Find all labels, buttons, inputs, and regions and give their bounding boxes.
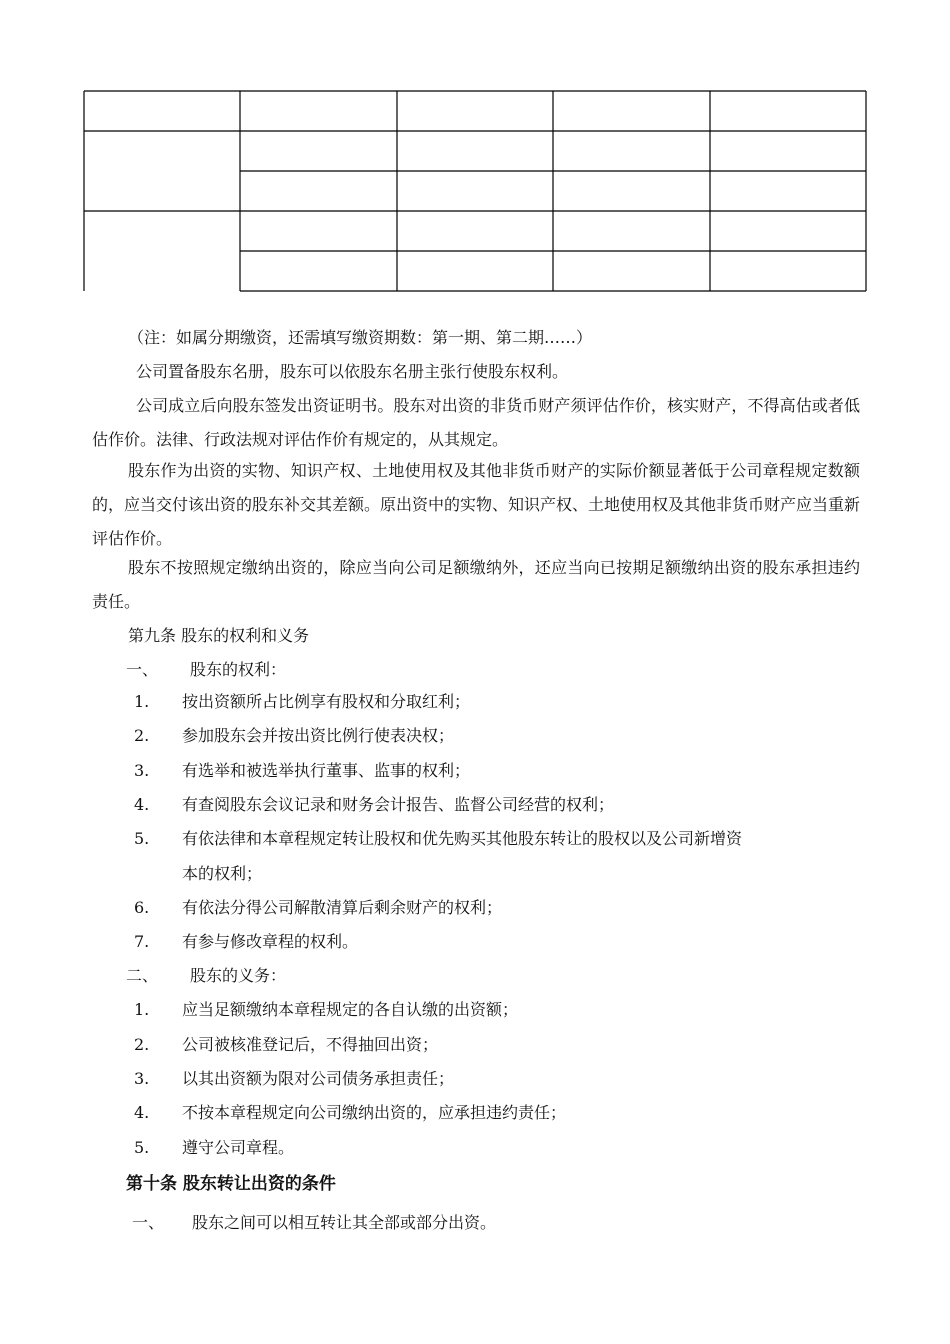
list-item: 遵守公司章程。: [182, 1138, 295, 1157]
article-10-item-text: 股东之间可以相互转让其全部或部分出资。: [192, 1213, 497, 1232]
list-item-number: 5.: [134, 1138, 150, 1157]
duties-marker: 二、: [126, 966, 159, 985]
list-item: 以其出资额为限对公司债务承担责任；: [182, 1069, 455, 1088]
list-item: 参加股东会并按出资比例行使表决权；: [182, 726, 455, 745]
rights-marker: 一、: [126, 660, 159, 679]
list-item: 有参与修改章程的权利。: [182, 932, 359, 951]
list-item: 有查阅股东会议记录和财务会计报告、监督公司经营的权利；: [182, 795, 615, 814]
table-grid: [0, 0, 950, 300]
list-item-number: 5.: [134, 829, 150, 848]
list-item-number: 3.: [134, 761, 150, 780]
list-item: 有依法分得公司解散清算后剩余财产的权利；: [182, 898, 503, 917]
article-10-title: 第十条 股东转让出资的条件: [126, 1174, 336, 1194]
paragraph-shareholder-register: 公司置备股东名册，股东可以依股东名册主张行使股东权利。: [136, 362, 569, 381]
list-item-number: 7.: [134, 932, 150, 951]
list-item-number: 4.: [134, 795, 150, 814]
list-item-number: 1.: [134, 692, 150, 711]
list-item-number: 6.: [134, 898, 150, 917]
duties-title: 股东的义务：: [190, 966, 287, 985]
list-item-continuation: 本的权利；: [182, 864, 263, 883]
capital-contribution-table: [0, 0, 950, 300]
list-item: 应当足额缴纳本章程规定的各自认缴的出资额；: [182, 1000, 519, 1019]
list-item: 不按本章程规定向公司缴纳出资的，应承担违约责任；: [182, 1103, 567, 1122]
list-item-number: 2.: [134, 726, 150, 745]
list-item: 有依法律和本章程规定转让股权和优先购买其他股东转让的股权以及公司新增资: [182, 829, 743, 848]
article-10-item-marker: 一、: [132, 1213, 165, 1232]
list-item-number: 3.: [134, 1069, 150, 1088]
article-9-title: 第九条 股东的权利和义务: [128, 626, 310, 645]
list-item-number: 2.: [134, 1035, 150, 1054]
rights-title: 股东的权利：: [190, 660, 287, 679]
paragraph-capital-certificate: 公司成立后向股东签发出资证明书。股东对出资的非货币财产须评估作价，核实财产，不得高估或者低估作价。法律、行政法规对评估作价有规定的，从其规定。: [92, 396, 860, 449]
installment-note: （注：如属分期缴资，还需填写缴资期数：第一期、第二期……）: [128, 328, 593, 347]
list-item-number: 1.: [134, 1000, 150, 1019]
list-item: 有选举和被选举执行董事、监事的权利；: [182, 761, 471, 780]
list-item: 公司被核准登记后，不得抽回出资；: [182, 1035, 439, 1054]
list-item: 按出资额所占比例享有股权和分取红利；: [182, 692, 471, 711]
paragraph-non-monetary-property: 股东作为出资的实物、知识产权、土地使用权及其他非货币财产的实际价额显著低于公司章程规定数额的，应当交付该出资的股东补交其差额。原出资中的实物、知识产权、土地使用权及其他非货币财产应当重新评估作价。: [92, 461, 861, 548]
paragraph-breach-liability: 股东不按照规定缴纳出资的，除应当向公司足额缴纳外，还应当向已按期足额缴纳出资的股东承担违约责任。: [92, 558, 860, 611]
list-item-number: 4.: [134, 1103, 150, 1122]
